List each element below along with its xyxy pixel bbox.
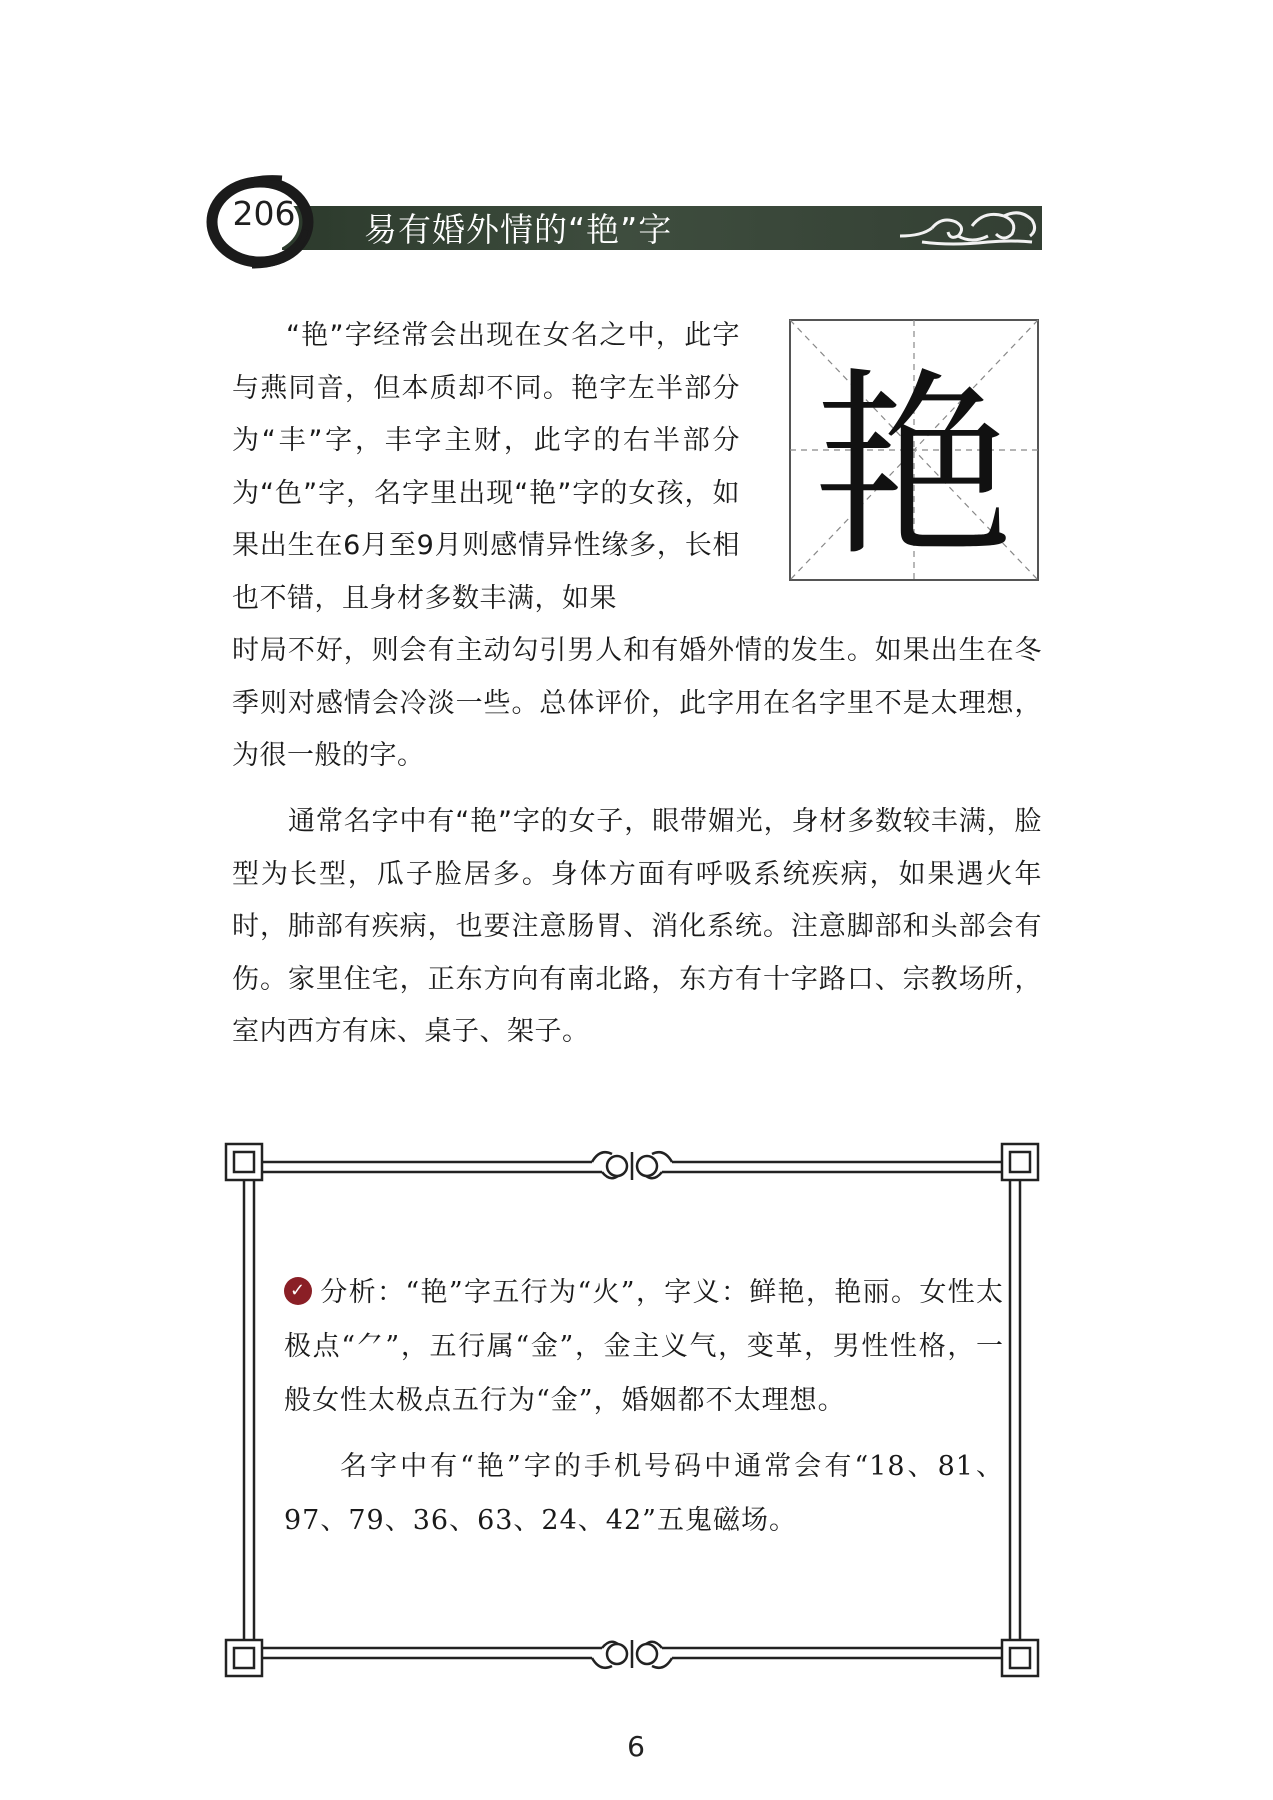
analysis-paragraph	[284, 1266, 1004, 1428]
analysis-frame	[222, 1140, 1042, 1680]
analysis-label: 分析：	[320, 1277, 406, 1308]
cloud-ornament-icon	[892, 206, 1042, 250]
character-illustration	[788, 318, 1040, 582]
paragraph-2: 通常名字中有“艳”字的女子，眼带媚光，身材多数较丰满，脸型为长型，瓜子脸居多。身体方面有呼吸系统疾病，如果遇火年时，肺部有疾病，也要注意肠胃、消化系统。注意脚部和头部会有伤。家里住宅，正东方向有南北路，东方有十字路口、宗教场所，室内西方有床、桌子、架子。	[232, 806, 1042, 1047]
analysis-text: “艳”字五行为“火”，字义：鲜艳，艳丽。女性太极点“⺈”，五行属“金”，金主义气，变革，男性性格，一般女性太极点五行为“金”，婚姻都不太理想。	[284, 1277, 1005, 1416]
paragraph-1-continued: 时局不好，则会有主动勾引男人和有婚外情的发生。如果出生在冬季则对感情会冷淡一些。总体评价，此字用在名字里不是太理想，为很一般的字。	[232, 635, 1042, 771]
check-circle-icon: ✓	[284, 1277, 312, 1305]
section-header	[202, 160, 1042, 270]
section-title: 易有婚外情的“艳”字	[364, 210, 673, 249]
section-number: 206	[232, 194, 296, 233]
phone-note: 名字中有“艳”字的手机号码中通常会有“18、81、97、79、36、63、24、42”五鬼磁场。	[284, 1451, 1004, 1536]
page-number: 6	[627, 1730, 645, 1763]
featured-character: 艳	[813, 350, 1014, 584]
paragraph-1: “艳”字经常会出现在女名之中，此字与燕同音，但本质却不同。艳字左半部分为“丰”字，丰字主财，此字的右半部分为“色”字，名字里出现“艳”字的女孩，如果出生在6月至9月则感情异性缘多，长相也不错，且身材多数丰满，如果	[232, 320, 740, 614]
